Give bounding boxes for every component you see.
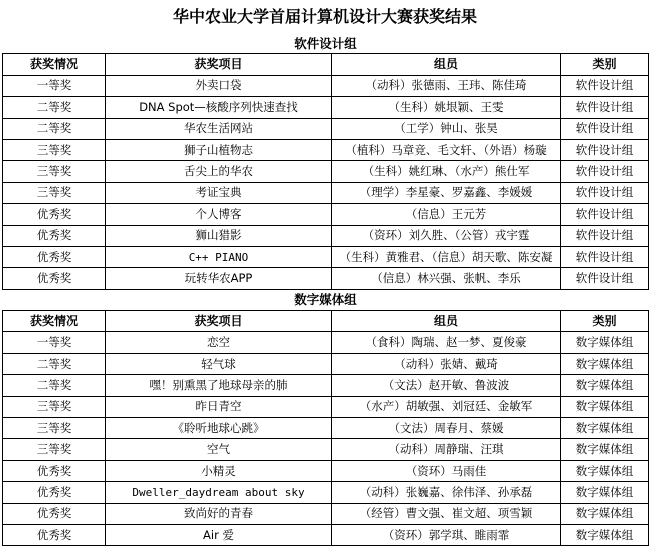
members-cell: （文法）赵开敏、鲁波波 bbox=[332, 375, 561, 396]
members-cell: （信息）王元芳 bbox=[332, 204, 561, 225]
project-cell: 小精灵 bbox=[106, 460, 332, 481]
category-cell: 软件设计组 bbox=[561, 75, 649, 96]
column-header-row bbox=[3, 54, 649, 75]
award-cell: 二等奖 bbox=[3, 375, 106, 396]
project-cell: 舌尖上的华农 bbox=[106, 161, 332, 182]
members-cell: （资环）郭学琪、睢雨霏 bbox=[332, 524, 561, 545]
project-cell: 个人博客 bbox=[106, 204, 332, 225]
category-cell: 数字媒体组 bbox=[561, 375, 649, 396]
category-cell: 数字媒体组 bbox=[561, 396, 649, 417]
table-row bbox=[3, 460, 649, 481]
project-cell: 致尚好的青春 bbox=[106, 503, 332, 524]
category-cell: 软件设计组 bbox=[561, 118, 649, 139]
category-cell: 软件设计组 bbox=[561, 225, 649, 246]
members-header: 组员 bbox=[332, 311, 561, 332]
members-cell: （生科）黄雅君、（信息）胡天歌、陈安凝 bbox=[332, 246, 561, 267]
members-header: 组员 bbox=[332, 54, 561, 75]
project-cell: 《聆听地球心跳》 bbox=[106, 418, 332, 439]
table-row bbox=[3, 396, 649, 417]
project-cell: Air 爱 bbox=[106, 524, 332, 545]
table-row bbox=[3, 97, 649, 118]
project-cell: 轻气球 bbox=[106, 353, 332, 374]
members-cell: （资环）马雨佳 bbox=[332, 460, 561, 481]
members-cell: （动科）周静瑞、汪琪 bbox=[332, 439, 561, 460]
table-row bbox=[3, 503, 649, 524]
table-row bbox=[3, 118, 649, 139]
project-header: 获奖项目 bbox=[106, 54, 332, 75]
category-cell: 软件设计组 bbox=[561, 182, 649, 203]
project-cell: 嘿！别熏黑了地球母亲的肺 bbox=[106, 375, 332, 396]
section-title: 数字媒体组 bbox=[3, 289, 649, 310]
award-cell: 优秀奖 bbox=[3, 246, 106, 267]
award-cell: 二等奖 bbox=[3, 97, 106, 118]
project-header: 获奖项目 bbox=[106, 311, 332, 332]
members-cell: （经管）曹文强、崔文超、项雪颖 bbox=[332, 503, 561, 524]
category-cell: 软件设计组 bbox=[561, 268, 649, 289]
page-title: 华中农业大学首届计算机设计大赛获奖结果 bbox=[172, 7, 477, 26]
award-cell: 三等奖 bbox=[3, 418, 106, 439]
award-cell: 优秀奖 bbox=[3, 204, 106, 225]
category-cell: 软件设计组 bbox=[561, 204, 649, 225]
award-cell: 优秀奖 bbox=[3, 503, 106, 524]
award-cell: 优秀奖 bbox=[3, 482, 106, 503]
category-cell: 数字媒体组 bbox=[561, 503, 649, 524]
table-row bbox=[3, 439, 649, 460]
award-cell: 二等奖 bbox=[3, 118, 106, 139]
members-cell: （食科）陶瑞、赵一梦、夏俊豪 bbox=[332, 332, 561, 353]
award-cell: 三等奖 bbox=[3, 439, 106, 460]
members-cell: （理学）李星豪、罗嘉鑫、李媛媛 bbox=[332, 182, 561, 203]
award-cell: 三等奖 bbox=[3, 161, 106, 182]
award-cell: 优秀奖 bbox=[3, 268, 106, 289]
category-cell: 软件设计组 bbox=[561, 161, 649, 182]
category-cell: 数字媒体组 bbox=[561, 482, 649, 503]
project-cell: 考证宝典 bbox=[106, 182, 332, 203]
project-cell: 空气 bbox=[106, 439, 332, 460]
table-row bbox=[3, 182, 649, 203]
members-cell: （动科）张巍嘉、徐伟泽、孙承磊 bbox=[332, 482, 561, 503]
award-header: 获奖情况 bbox=[3, 54, 106, 75]
award-cell: 三等奖 bbox=[3, 396, 106, 417]
members-cell: （植科）马章竞、毛文轩、（外语）杨璇 bbox=[332, 139, 561, 160]
table-row bbox=[3, 524, 649, 545]
award-cell: 优秀奖 bbox=[3, 524, 106, 545]
category-cell: 数字媒体组 bbox=[561, 353, 649, 374]
project-cell: 华农生活网站 bbox=[106, 118, 332, 139]
award-cell: 一等奖 bbox=[3, 75, 106, 96]
project-cell: 狮山猎影 bbox=[106, 225, 332, 246]
category-header: 类别 bbox=[561, 311, 649, 332]
category-cell: 数字媒体组 bbox=[561, 439, 649, 460]
category-cell: 数字媒体组 bbox=[561, 460, 649, 481]
members-cell: （资环）刘久胜、（公管）戎宇霆 bbox=[332, 225, 561, 246]
category-cell: 数字媒体组 bbox=[561, 524, 649, 545]
table-row bbox=[3, 353, 649, 374]
category-cell: 数字媒体组 bbox=[561, 418, 649, 439]
table-row bbox=[3, 204, 649, 225]
members-cell: （工学）钟山、张昊 bbox=[332, 118, 561, 139]
column-header-row bbox=[3, 311, 649, 332]
award-cell: 二等奖 bbox=[3, 353, 106, 374]
table-row bbox=[3, 139, 649, 160]
members-cell: （生科）姚红琳、（水产）熊仕军 bbox=[332, 161, 561, 182]
results-table bbox=[2, 33, 649, 546]
section-header-row bbox=[3, 289, 649, 310]
project-cell: C++ PIANO bbox=[106, 246, 332, 267]
award-cell: 优秀奖 bbox=[3, 225, 106, 246]
table-row bbox=[3, 375, 649, 396]
project-cell: 玩转华农APP bbox=[106, 268, 332, 289]
members-cell: （动科）张婧、戴琦 bbox=[332, 353, 561, 374]
members-cell: （信息）林兴强、张帆、李乐 bbox=[332, 268, 561, 289]
table-row bbox=[3, 75, 649, 96]
members-cell: （生科）姚垠颖、王雯 bbox=[332, 97, 561, 118]
category-cell: 软件设计组 bbox=[561, 97, 649, 118]
project-cell: Dweller_daydream about sky bbox=[106, 482, 332, 503]
award-header: 获奖情况 bbox=[3, 311, 106, 332]
project-cell: 狮子山植物志 bbox=[106, 139, 332, 160]
award-cell: 三等奖 bbox=[3, 139, 106, 160]
members-cell: （动科）张德雨、王玮、陈佳琦 bbox=[332, 75, 561, 96]
table-row bbox=[3, 268, 649, 289]
project-cell: 恋空 bbox=[106, 332, 332, 353]
project-cell: 外卖口袋 bbox=[106, 75, 332, 96]
project-cell: DNA Spot—核酸序列快速查找 bbox=[106, 97, 332, 118]
members-cell: （水产）胡敏强、刘冠廷、金敏军 bbox=[332, 396, 561, 417]
table-row bbox=[3, 246, 649, 267]
members-cell: （文法）周春月、蔡媛 bbox=[332, 418, 561, 439]
award-cell: 优秀奖 bbox=[3, 460, 106, 481]
table-row bbox=[3, 482, 649, 503]
table-row bbox=[3, 225, 649, 246]
award-cell: 一等奖 bbox=[3, 332, 106, 353]
table-row bbox=[3, 332, 649, 353]
results-table-body bbox=[3, 33, 649, 546]
section-title: 软件设计组 bbox=[3, 33, 649, 54]
award-cell: 三等奖 bbox=[3, 182, 106, 203]
section-header-row bbox=[3, 33, 649, 54]
category-cell: 软件设计组 bbox=[561, 139, 649, 160]
table-row bbox=[3, 418, 649, 439]
category-cell: 软件设计组 bbox=[561, 246, 649, 267]
category-header: 类别 bbox=[561, 54, 649, 75]
project-cell: 昨日青空 bbox=[106, 396, 332, 417]
category-cell: 数字媒体组 bbox=[561, 332, 649, 353]
table-row bbox=[3, 161, 649, 182]
